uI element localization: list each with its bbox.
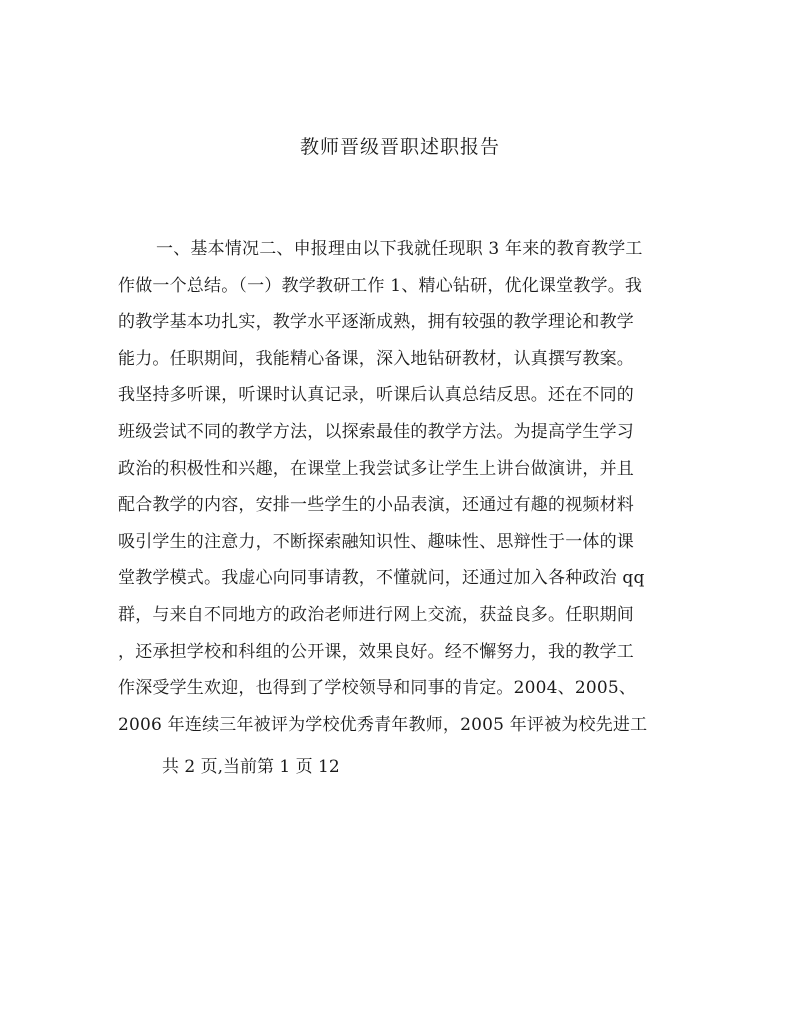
body-line: 能力。任职期间，我能精心备课，深入地钻研教材，认真撰写教案。 [118,348,634,369]
document-body [118,231,698,743]
body-line: 2006 年连续三年被评为学校优秀青年教师，2005 年评被为校先进工 [118,714,648,735]
body-line: ，还承担学校和科组的公开课，效果良好。经不懈努力，我的教学工 [118,641,634,662]
body-line: 我坚持多听课，听课时认真记录，听课后认真总结反思。还在不同的 [118,385,634,406]
body-line: 班级尝试不同的教学方法，以探索最佳的教学方法。为提高学生学习 [118,421,634,442]
body-line: 一、基本情况二、申报理由以下我就任现职 3 年来的教育教学工 [156,239,643,259]
body-line: 吸引学生的注意力，不断探索融知识性、趣味性、思辩性于一体的课 [118,531,634,552]
body-line: 堂教学模式。我虚心向同事请教，不懂就问，还通过加入各种政治 qq [118,568,645,589]
body-line: 群，与来自不同地方的政治老师进行网上交流，获益良多。任职期间 [118,604,634,625]
body-line: 作深受学生欢迎，也得到了学校领导和同事的肯定。2004、2005、 [118,678,637,699]
body-line: 配合教学的内容，安排一些学生的小品表演，还通过有趣的视频材料 [118,495,634,516]
body-line: 的教学基本功扎实，教学水平逐渐成熟，拥有较强的教学理论和教学 [118,312,634,333]
body-line: 作做一个总结。（一）教学教研工作 1、精心钻研，优化课堂教学。我 [118,275,643,296]
body-line: 政治的积极性和兴趣，在课堂上我尝试多让学生上讲台做演讲，并且 [118,458,634,479]
document-title: 教师晋级晋职述职报告 [299,136,500,158]
page-indicator: 共 2 页,当前第 1 页 12 [162,757,340,777]
